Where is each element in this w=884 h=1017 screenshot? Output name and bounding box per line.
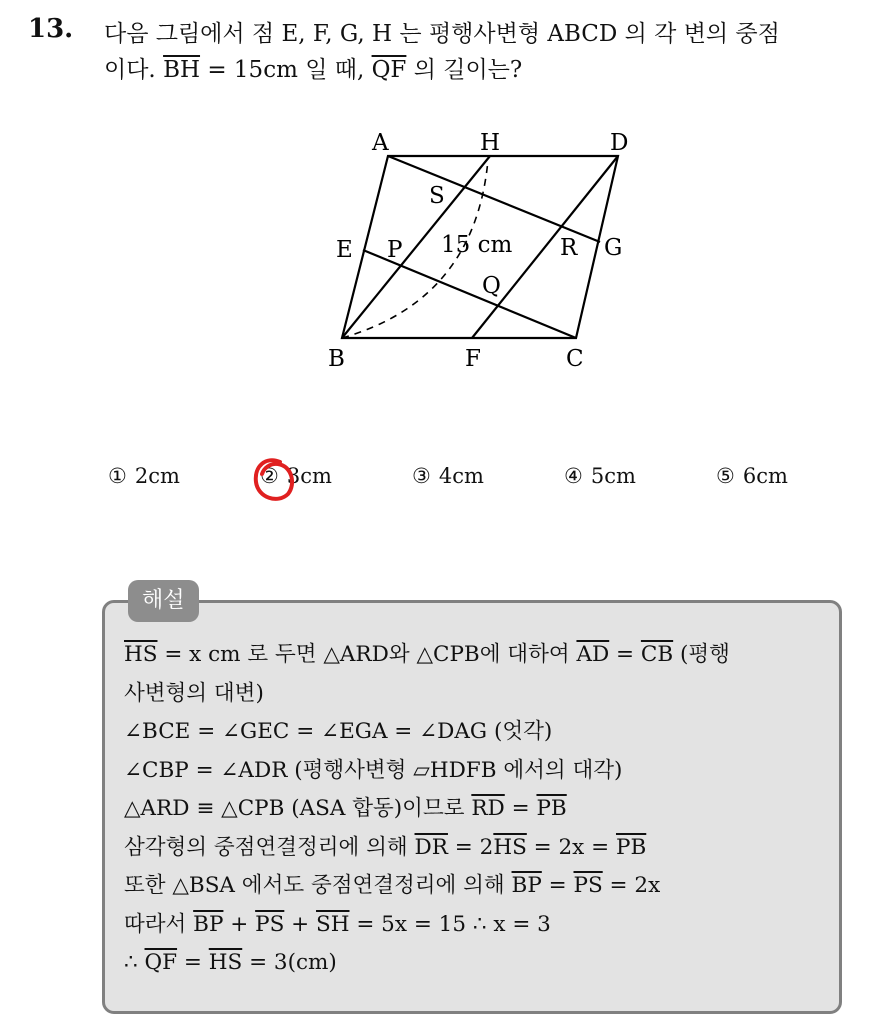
segment-name: $\overline{AD}$ (576, 642, 610, 667)
segment-name: $\overline{DR}$ (414, 834, 448, 860)
choice-text: 5cm (590, 464, 636, 488)
segment-name: $\overline{PS}$ (573, 873, 603, 898)
label-q: Q (482, 273, 501, 299)
choice-5[interactable] (716, 464, 788, 488)
label-s: S (429, 183, 445, 209)
choice-text: 2cm (134, 464, 180, 488)
solution-text: 따라서 (124, 911, 194, 937)
solution-text: ∴ (124, 950, 145, 975)
solution-text: = x cm 로 두면 △ARD와 △CPB에 대하여 (157, 642, 577, 667)
choice-number: ④ (564, 464, 583, 488)
line-ec (363, 250, 576, 338)
choice-4[interactable] (564, 464, 636, 488)
segment-name: $\overline{BP}$ (511, 873, 542, 898)
question-line-2 (104, 52, 864, 88)
segment-bh: $\overline{BH}$ (163, 57, 201, 83)
solution-text: = (177, 950, 209, 975)
segment-name: $\overline{PB}$ (536, 796, 567, 821)
answer-choices (108, 464, 828, 504)
solution-line (124, 675, 834, 714)
solution-text: △ARD ≡ △CPB (ASA 합동)이므로 (124, 796, 472, 821)
solution-line (124, 752, 834, 791)
segment-name: $\overline{HS}$ (208, 950, 243, 975)
segment-name: $\overline{RD}$ (471, 796, 505, 821)
question-text-part: = 15cm 일 때, (200, 57, 372, 83)
label-p: P (387, 237, 403, 263)
label-r: R (560, 235, 578, 261)
label-h: H (480, 130, 501, 156)
choice-number: ② (260, 464, 279, 488)
solution-text: + (223, 911, 256, 937)
choice-number: ③ (412, 464, 431, 488)
solution-text: + (284, 911, 317, 937)
solution-text: = 2x = (526, 834, 616, 860)
solution-text: 사변형의 대변) (124, 680, 264, 706)
solution-text: = 2x (602, 873, 661, 898)
segment-name: $\overline{CB}$ (640, 642, 674, 667)
line-ag (388, 156, 600, 242)
label-c: C (566, 346, 584, 372)
solution-text: = 5x = 15 ∴ x = 3 (349, 911, 551, 937)
choice-text: 3cm (286, 464, 332, 488)
segment-name: $\overline{PB}$ (615, 834, 647, 860)
parallelogram-figure (300, 120, 660, 380)
solution-text: ∠CBP = ∠ADR (평행사변형 ▱HDFB 에서의 대각) (124, 757, 623, 783)
answer-circle-mark (250, 454, 298, 506)
choice-number: ⑤ (716, 464, 735, 488)
solution-line (124, 867, 834, 906)
question-line-1: 다음 그림에서 점 E, F, G, H 는 평행사변형 ABCD 의 각 변의 중점 (104, 21, 780, 47)
segment-name: $\overline{PS}$ (255, 911, 285, 937)
label-f: F (465, 346, 481, 372)
solution-line (124, 713, 834, 752)
segment-qf: $\overline{QF}$ (371, 57, 407, 83)
solution-text: (평행 (673, 642, 730, 667)
solution-line (124, 636, 834, 675)
solution-text: = 3(cm) (242, 950, 337, 975)
label-g: G (604, 235, 623, 261)
label-a: A (372, 130, 389, 156)
choice-number: ① (108, 464, 127, 488)
question-number: 13. (28, 14, 74, 44)
label-b: B (328, 346, 345, 372)
segment-name: $\overline{BP}$ (193, 911, 224, 937)
solution-text: ∠BCE = ∠GEC = ∠EGA = ∠DAG (엇각) (124, 719, 553, 744)
choice-3[interactable] (412, 464, 484, 488)
segment-name: $\overline{SH}$ (316, 911, 350, 937)
segment-name: $\overline{HS}$ (493, 834, 527, 860)
solution-text: 삼각형의 중점연결정리에 의해 (124, 834, 415, 860)
solution-text: = (504, 796, 537, 821)
solution-text: 또한 △BSA 에서도 중점연결정리에 의해 (124, 873, 512, 898)
solution-text: = (541, 873, 574, 898)
segment-name: $\overline{HS}$ (124, 642, 158, 667)
solution-badge: 해설 (128, 580, 199, 622)
solution-line (124, 906, 834, 945)
label-d: D (610, 130, 629, 156)
choice-text: 4cm (438, 464, 484, 488)
solution-text: = 2 (447, 834, 494, 860)
solution-lines (124, 636, 834, 983)
segment-name: $\overline{QF}$ (144, 950, 178, 975)
solution-line (124, 790, 834, 829)
label-e: E (336, 237, 353, 263)
solution-line (124, 829, 834, 868)
choice-1[interactable] (108, 464, 180, 488)
question-text (104, 16, 864, 88)
question-text-part: 이다. (104, 57, 164, 83)
solution-text: = (609, 642, 641, 667)
question-text-part: 의 길이는? (406, 57, 523, 83)
solution-line (124, 944, 834, 983)
label-length: 15 cm (441, 232, 513, 258)
choice-text: 6cm (742, 464, 788, 488)
